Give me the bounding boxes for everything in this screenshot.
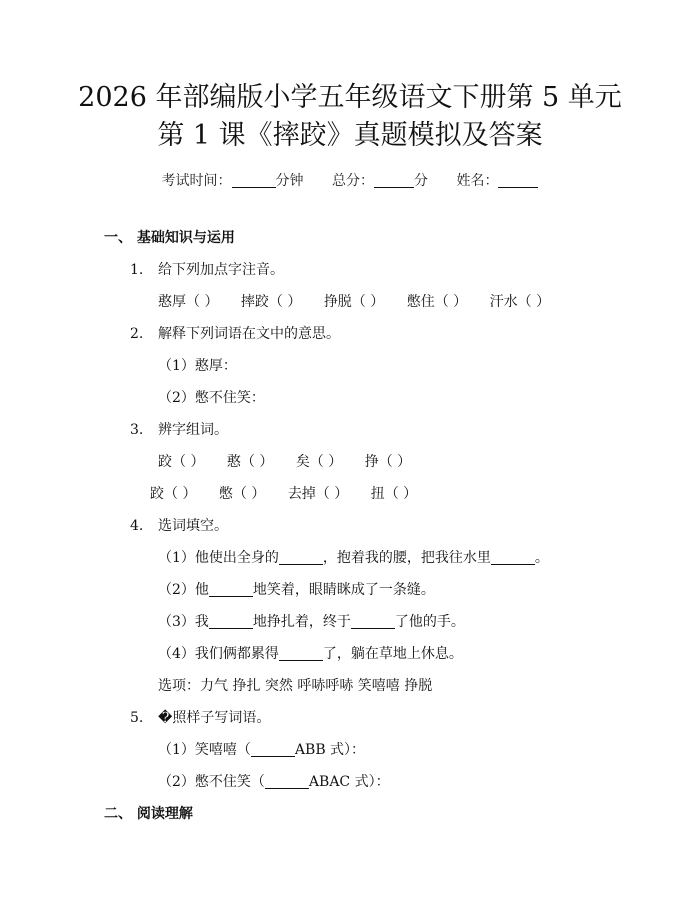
question-4-s4 xyxy=(158,644,463,664)
question-4-s2 xyxy=(158,580,435,600)
exam-score xyxy=(332,173,432,189)
question-text: 选词填空。 xyxy=(158,518,228,534)
score-unit: 分 xyxy=(414,173,428,189)
pinyin-item: 憨厚（ ） xyxy=(158,294,219,310)
question-4-s1 xyxy=(158,548,549,568)
sentence-part: ABAC 式）： xyxy=(308,774,390,790)
sentence-part: 了他的手。 xyxy=(394,614,465,630)
question-text: 给下列加点字注音。 xyxy=(158,262,284,278)
word-item: 矣（ ） xyxy=(295,454,343,470)
question-text: �照样子写词语。 xyxy=(158,710,271,726)
sentence-part: ，抱着我的腰，把我往水里 xyxy=(322,550,491,566)
question-3-row2 xyxy=(150,484,421,504)
page-title-line1: 2026 年部编版小学五年级语文下册第 5 单元 xyxy=(78,82,622,113)
fill-blank[interactable] xyxy=(209,582,253,597)
time-unit: 分钟 xyxy=(275,173,304,189)
question-number: 3. xyxy=(130,422,144,438)
question-3-row1 xyxy=(158,452,415,472)
sentence-part: （1）他使出全身的 xyxy=(158,550,279,566)
question-4-s3 xyxy=(158,612,465,632)
question-number: 2. xyxy=(130,326,144,342)
question-number: 5. xyxy=(130,710,144,726)
question-4-options: 选项：力气 挣扎 突然 呼哧呼哧 笑嘻嘻 挣脱 xyxy=(158,678,433,694)
question-2-a: （1）憨厚： xyxy=(158,358,237,374)
page-title-line2: 第 1 课《摔跤》真题模拟及答案 xyxy=(157,120,543,151)
pinyin-item: 汗水（ ） xyxy=(489,294,551,310)
question-1-items xyxy=(158,292,554,312)
question-5 xyxy=(130,708,270,728)
exam-meta xyxy=(0,170,700,190)
question-1 xyxy=(130,260,284,280)
word-item: 扭（ ） xyxy=(370,486,418,502)
exam-name xyxy=(456,173,538,189)
name-blank xyxy=(498,173,538,188)
pinyin-item: 摔跤（ ） xyxy=(240,294,302,310)
sentence-part: 地挣扎着，终于 xyxy=(252,614,351,630)
fill-blank[interactable] xyxy=(265,774,309,789)
question-number: 4. xyxy=(130,518,144,534)
sentence-part: （1）笑嘻嘻（ xyxy=(158,742,251,758)
section-heading-2: 二、 阅读理解 xyxy=(104,806,193,822)
word-item: 憨（ ） xyxy=(226,454,274,470)
score-blank xyxy=(374,173,414,188)
fill-blank[interactable] xyxy=(491,550,535,565)
word-item: 憋（ ） xyxy=(218,486,266,502)
sentence-part: 地笑着，眼睛眯成了一条缝。 xyxy=(252,582,435,598)
question-5-b xyxy=(158,772,390,792)
question-text: 辨字组词。 xyxy=(158,422,228,438)
time-label: 考试时间： xyxy=(161,173,232,189)
fill-blank[interactable] xyxy=(279,646,323,661)
score-label: 总分： xyxy=(332,173,374,189)
word-item: 跤（ ） xyxy=(158,454,205,470)
time-blank xyxy=(232,173,276,188)
question-number: 1. xyxy=(130,262,144,278)
sentence-part: 了，躺在草地上休息。 xyxy=(322,646,463,662)
question-5-a xyxy=(158,740,365,760)
word-item: 去掉（ ） xyxy=(287,486,349,502)
pinyin-item: 挣脱（ ） xyxy=(323,294,385,310)
sentence-part: ABB 式）： xyxy=(294,742,366,758)
question-2-b: （2）憋不住笑： xyxy=(158,390,265,406)
question-2 xyxy=(130,324,340,344)
question-4 xyxy=(130,516,228,536)
section-heading-1: 一、 基础知识与运用 xyxy=(104,230,235,246)
fill-blank[interactable] xyxy=(351,614,395,629)
fill-blank[interactable] xyxy=(279,550,323,565)
name-label: 姓名： xyxy=(456,173,499,189)
word-item: 挣（ ） xyxy=(364,454,412,470)
sentence-part: （2）憋不住笑（ xyxy=(158,774,265,790)
fill-blank[interactable] xyxy=(251,742,295,757)
pinyin-item: 憋住（ ） xyxy=(406,294,468,310)
fill-blank[interactable] xyxy=(209,614,253,629)
sentence-part: （2）他 xyxy=(158,582,209,598)
exam-time xyxy=(162,173,308,189)
question-text: 解释下列词语在文中的意思。 xyxy=(158,326,340,342)
sentence-part: （3）我 xyxy=(158,614,209,630)
sentence-part: （4）我们俩都累得 xyxy=(158,646,279,662)
sentence-part: 。 xyxy=(534,550,549,566)
word-item: 跤（ ） xyxy=(150,486,197,502)
question-3 xyxy=(130,420,228,440)
